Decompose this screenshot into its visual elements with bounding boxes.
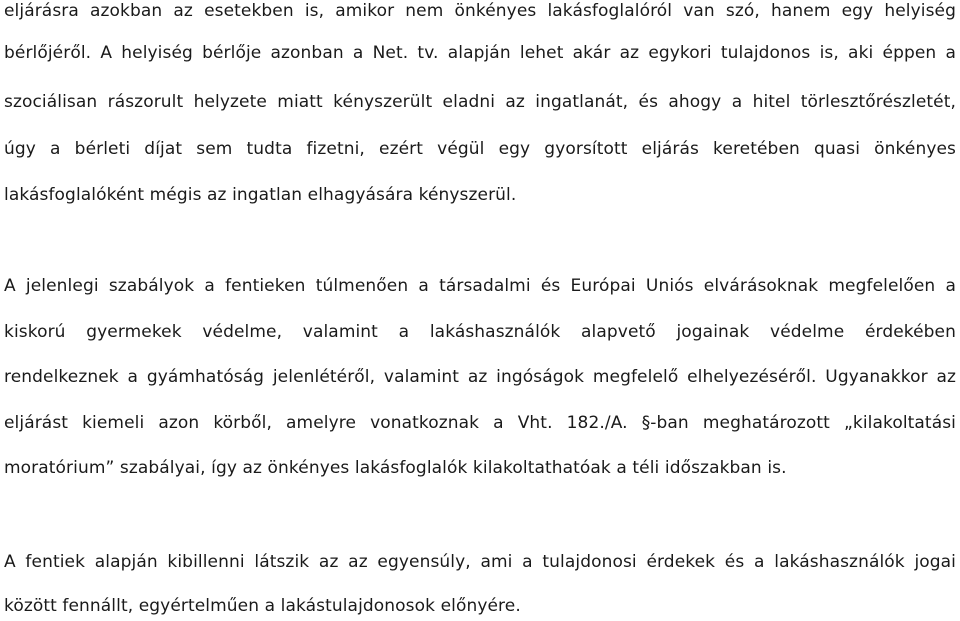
text-line: úgy a bérleti díjat sem tudta fizetni, ezért végül egy gyorsított eljárás keretében quasi önkényes xyxy=(4,139,956,159)
text-line: bérlőjéről. A helyiség bérlője azonban a Net. tv. alapján lehet akár az egykori tulajdonos is, aki éppen a xyxy=(4,43,956,63)
text-line: eljárásra azokban az esetekben is, amikor nem önkényes lakásfoglalóról van szó, hanem egy helyiség xyxy=(4,1,956,21)
text-line: között fennállt, egyértelműen a lakástulajdonosok előnyére. xyxy=(4,596,521,616)
text-line: kiskorú gyermekek védelme, valamint a lakáshasználók alapvető jogainak védelme érdekében xyxy=(4,322,956,342)
text-line: A jelenlegi szabályok a fentieken túlmenően a társadalmi és Európai Uniós elvárásoknak megfelelően a xyxy=(4,276,956,296)
text-line: lakásfoglalóként mégis az ingatlan elhagyására kényszerül. xyxy=(4,185,517,205)
text-line: rendelkeznek a gyámhatóság jelenlétéről, valamint az ingóságok megfelelő elhelyezéséről. Ugyanakkor az xyxy=(4,367,956,387)
text-line: szociálisan rászorult helyzete miatt kényszerült eladni az ingatlanát, és ahogy a hitel törlesztőrészletét, xyxy=(4,92,956,112)
text-line: A fentiek alapján kibillenni látszik az az egyensúly, ami a tulajdonosi érdekek és a lakáshasználók jogai xyxy=(4,552,956,572)
text-line: eljárást kiemeli azon körből, amelyre vonatkoznak a Vht. 182./A. §-ban meghatározott „kilakoltatási xyxy=(4,413,956,433)
text-line: moratórium” szabályai, így az önkényes lakásfoglalók kilakoltathatóak a téli időszakban is. xyxy=(4,458,787,478)
